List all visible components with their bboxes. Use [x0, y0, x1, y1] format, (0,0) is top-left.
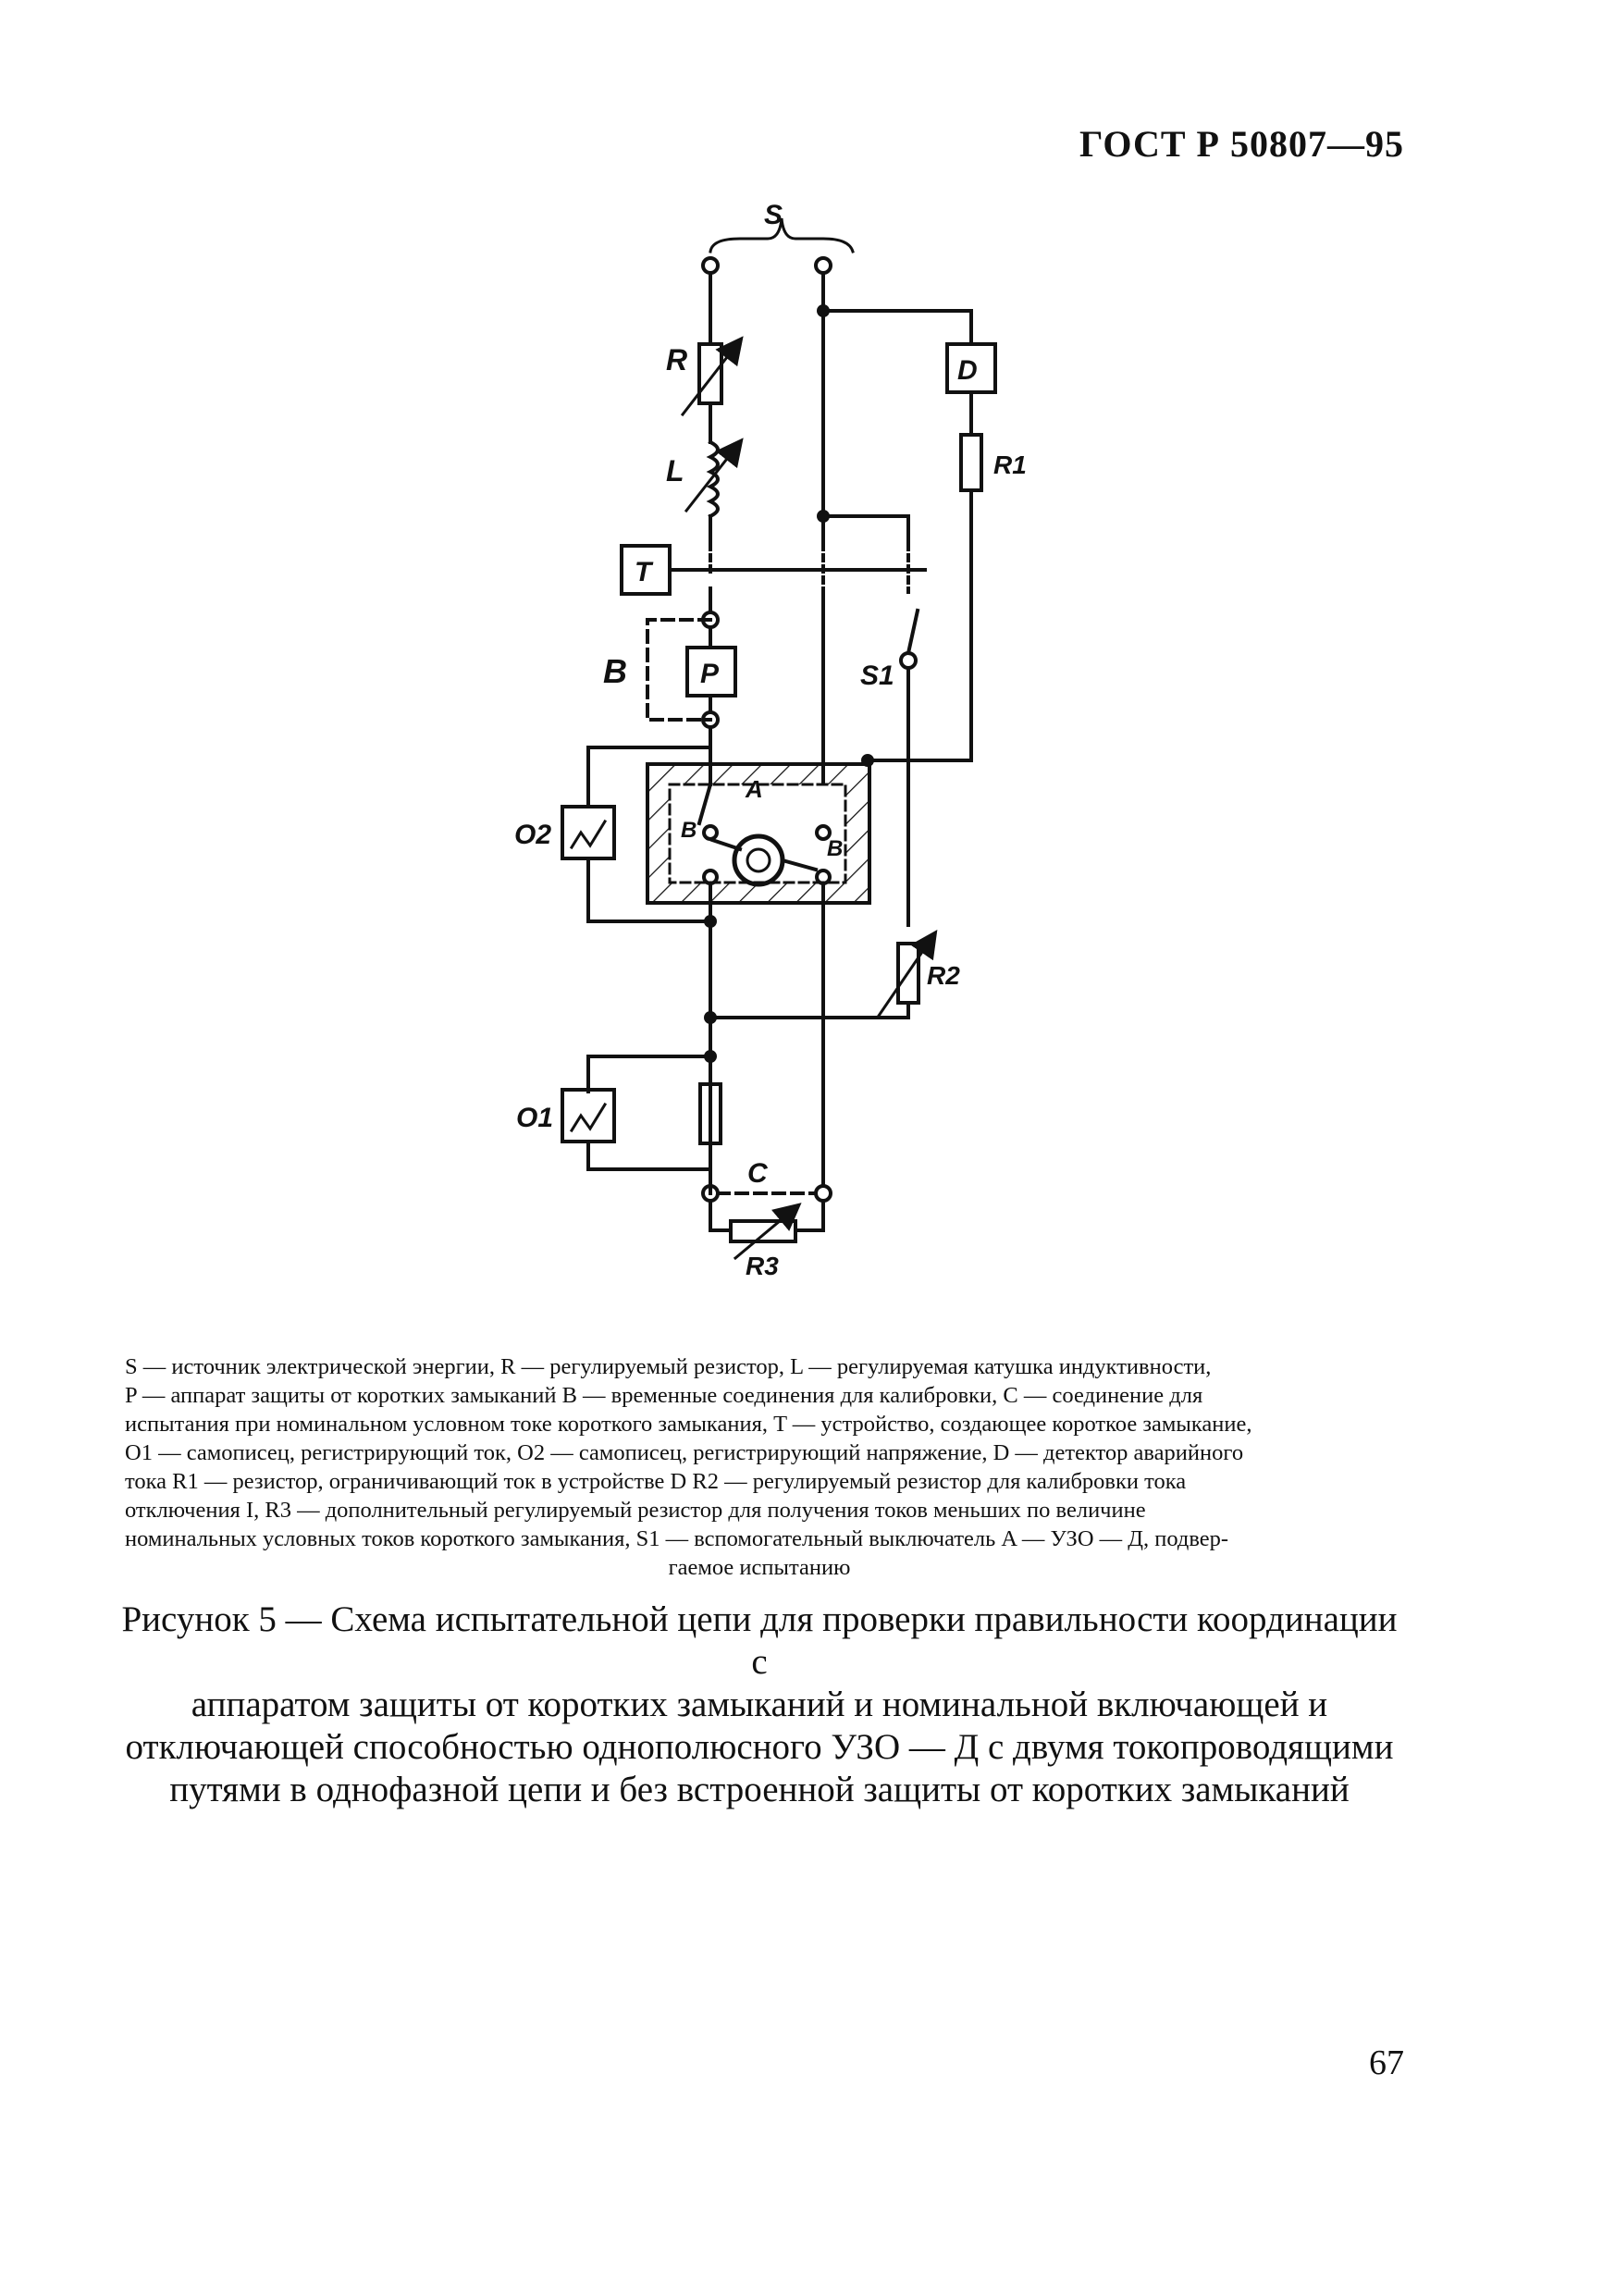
legend-line: P — аппарат защиты от коротких замыканий B — временные соединения для калибровки, C — соединение для: [125, 1383, 1203, 1408]
label-l: L: [666, 454, 684, 488]
label-c: C: [747, 1158, 768, 1189]
figure-caption: [120, 1599, 1399, 1811]
inductor-l: [686, 442, 740, 516]
document-header: ГОСТ Р 50807—95: [1079, 123, 1404, 165]
label-o2: O2: [514, 820, 552, 850]
label-s: S: [764, 200, 783, 230]
auxiliary-switch-s1: [901, 611, 918, 668]
resistor-r3: [710, 1206, 823, 1258]
label-r2: R2: [927, 961, 960, 990]
label-o1: O1: [516, 1103, 554, 1133]
page-number: 67: [1369, 2043, 1404, 2082]
legend-line: номинальных условных токов короткого замыкания, S1 — вспомогательный выключатель A — УЗО — Д, подвер-: [125, 1526, 1229, 1551]
label-r3: R3: [746, 1252, 779, 1280]
caption-line: аппаратом защиты от коротких замыканий и номинальной включающей и: [191, 1685, 1328, 1724]
label-b: B: [603, 652, 627, 690]
legend-line-last: гаемое испытанию: [668, 1555, 851, 1580]
legend-line: S — источник электрической энергии, R — регулируемый резистор, L — регулируемая катушка индуктивности,: [125, 1354, 1212, 1379]
label-b-inner-right: B: [827, 836, 844, 861]
caption-line: путями в однофазной цепи и без встроенной защиты от коротких замыканий: [169, 1770, 1350, 1809]
label-d: D: [957, 355, 978, 386]
legend-line: тока R1 — резистор, ограничивающий ток в устройстве D R2 — регулируемый резистор для калибровки тока: [125, 1469, 1187, 1494]
label-t: T: [635, 557, 652, 587]
legend-line: O1 — самописец, регистрирующий ток, O2 — самописец, регистрирующий напряжение, D — детектор аварийного: [125, 1440, 1244, 1465]
figure-legend: [125, 1352, 1394, 1582]
caption-line: Рисунок 5 — Схема испытательной цепи для проверки правильности координации с: [121, 1599, 1398, 1682]
label-r: R: [666, 343, 688, 376]
label-a: A: [746, 775, 763, 803]
label-s1: S1: [860, 660, 894, 691]
recorder-o1: [562, 1090, 614, 1142]
label-r1: R1: [993, 451, 1027, 479]
recorder-o2: [562, 807, 614, 858]
legend-line: испытания при номинальном условном токе короткого замыкания, T — устройство, создающее короткое замыкание,: [125, 1412, 1252, 1437]
label-p: P: [700, 659, 720, 689]
caption-line: отключающей способностью однополюсного УЗО — Д с двумя токопроводящими: [125, 1727, 1394, 1767]
legend-line: отключения I, R3 — дополнительный регулируемый резистор для получения токов меньших по величине: [125, 1498, 1146, 1523]
resistor-r1: [961, 435, 981, 490]
label-b-inner-left: B: [681, 818, 697, 843]
